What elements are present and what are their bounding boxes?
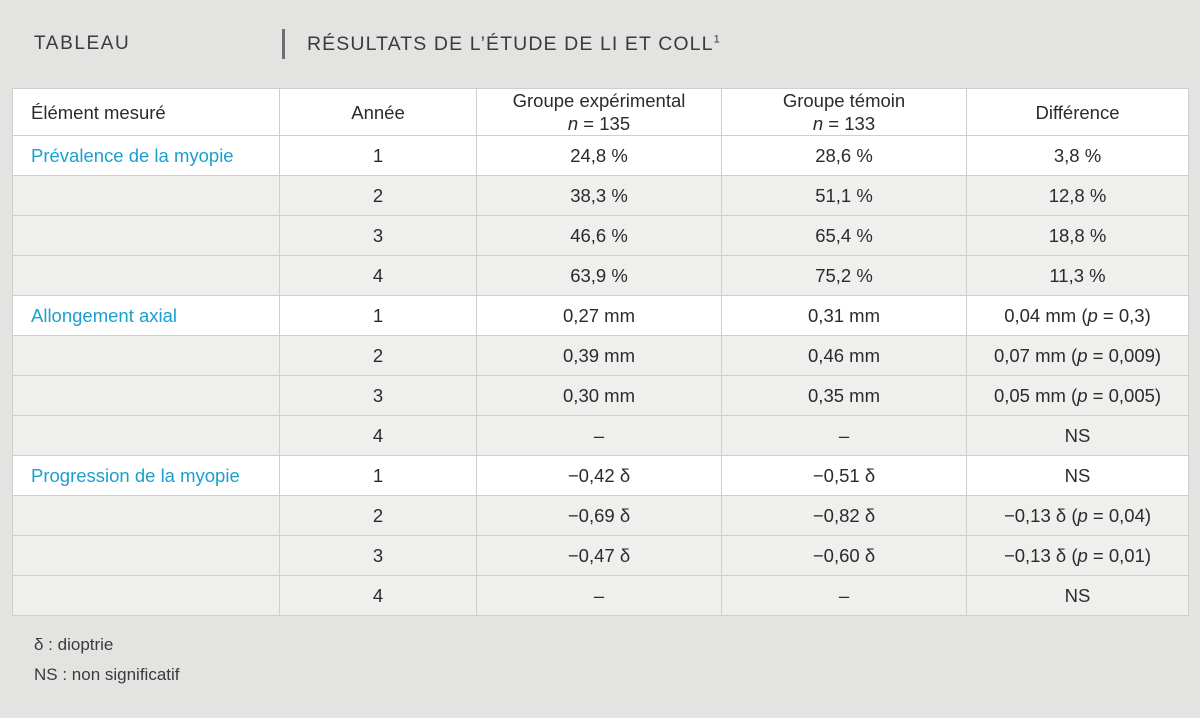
difference-main: −0,13 δ (: [1003, 544, 1078, 566]
table-row: [13, 376, 1189, 416]
figure-label: TABLEAU: [34, 33, 131, 54]
row-difference-value: [967, 456, 1189, 496]
row-control-value: 28,6 %: [722, 136, 967, 176]
row-control-value: –: [722, 576, 967, 616]
table-row: [13, 336, 1189, 376]
row-difference-value: [967, 136, 1189, 176]
row-control-value: 0,31 mm: [722, 296, 967, 336]
difference-main: −0,13 δ (: [1003, 504, 1078, 526]
row-experimental-value: −0,42 δ: [477, 456, 722, 496]
row-difference-value: [967, 256, 1189, 296]
row-year: 4: [280, 576, 477, 616]
difference-main: 11,3 %: [1049, 264, 1106, 286]
row-experimental-value: −0,69 δ: [477, 496, 722, 536]
row-year: 3: [280, 216, 477, 256]
row-control-value: 51,1 %: [722, 176, 967, 216]
figure-header: [12, 0, 1188, 88]
row-year: 3: [280, 536, 477, 576]
difference-p-value: = 0,01): [1087, 544, 1152, 566]
difference-main: 0,04 mm (: [1004, 304, 1088, 326]
table-footnotes: [12, 616, 1188, 690]
results-table: [12, 88, 1189, 616]
column-header-difference-label: Différence: [1035, 101, 1120, 123]
row-control-value: −0,60 δ: [722, 536, 967, 576]
page-title: [307, 33, 721, 56]
figure-title-text: RÉSULTATS DE L’ÉTUDE DE LI ET COLL: [307, 32, 714, 55]
row-year: 4: [280, 416, 477, 456]
table-head: [13, 89, 1189, 136]
row-measure-label: [13, 256, 280, 296]
difference-main: 18,8 %: [1048, 224, 1107, 246]
row-year: 2: [280, 176, 477, 216]
difference-p-symbol: p: [1077, 504, 1088, 526]
column-header-control-n-value: = 133: [823, 113, 876, 135]
row-measure-label: Prévalence de la myopie: [13, 136, 280, 176]
row-measure-label: [13, 216, 280, 256]
row-year: 4: [280, 256, 477, 296]
row-experimental-value: 24,8 %: [477, 136, 722, 176]
column-header-control-n-symbol: n: [812, 113, 824, 135]
row-measure-label: Allongement axial: [13, 296, 280, 336]
row-year: 1: [280, 456, 477, 496]
row-measure-label: [13, 336, 280, 376]
difference-p-value: = 0,009): [1087, 344, 1162, 366]
row-experimental-value: 46,6 %: [477, 216, 722, 256]
row-measure-label: Progression de la myopie: [13, 456, 280, 496]
row-year: 2: [280, 336, 477, 376]
row-measure-label: [13, 536, 280, 576]
row-measure-label: [13, 376, 280, 416]
row-control-value: −0,51 δ: [722, 456, 967, 496]
difference-p-symbol: p: [1077, 344, 1088, 366]
row-experimental-value: 63,9 %: [477, 256, 722, 296]
row-experimental-value: 38,3 %: [477, 176, 722, 216]
row-difference-value: [967, 536, 1189, 576]
column-header-experimental-n-value: = 135: [578, 113, 631, 135]
row-experimental-value: 0,39 mm: [477, 336, 722, 376]
column-header-year: [280, 89, 477, 136]
column-header-control: [722, 89, 967, 136]
row-year: 1: [280, 136, 477, 176]
difference-main: 12,8 %: [1048, 184, 1107, 206]
row-measure-label: [13, 496, 280, 536]
difference-p-symbol: p: [1087, 304, 1098, 326]
row-difference-value: [967, 416, 1189, 456]
difference-p-value: = 0,3): [1097, 304, 1151, 326]
difference-main: 0,07 mm (: [993, 344, 1078, 366]
table-row: [13, 296, 1189, 336]
column-header-difference: [967, 89, 1189, 136]
row-difference-value: [967, 176, 1189, 216]
column-header-experimental-label: Groupe expérimental: [512, 90, 686, 111]
row-control-value: 0,35 mm: [722, 376, 967, 416]
table-header-row: [13, 89, 1189, 136]
figure-title-superscript: 1: [713, 33, 721, 45]
difference-main: NS: [1064, 424, 1091, 446]
column-header-control-label: Groupe témoin: [782, 90, 906, 111]
row-control-value: 0,46 mm: [722, 336, 967, 376]
difference-main: 0,05 mm (: [993, 384, 1078, 406]
row-difference-value: [967, 296, 1189, 336]
table-body: [13, 136, 1189, 616]
row-experimental-value: –: [477, 576, 722, 616]
table-row: [13, 576, 1189, 616]
row-experimental-value: 0,30 mm: [477, 376, 722, 416]
column-header-experimental-n-symbol: n: [567, 113, 579, 135]
row-difference-value: [967, 376, 1189, 416]
column-header-year-label: Année: [351, 101, 405, 123]
difference-p-symbol: p: [1077, 544, 1088, 566]
difference-p-value: = 0,04): [1087, 504, 1152, 526]
row-control-value: 75,2 %: [722, 256, 967, 296]
row-difference-value: [967, 336, 1189, 376]
table-row: [13, 216, 1189, 256]
row-measure-label: [13, 576, 280, 616]
row-control-value: –: [722, 416, 967, 456]
row-experimental-value: –: [477, 416, 722, 456]
row-difference-value: [967, 576, 1189, 616]
table-row: [13, 136, 1189, 176]
row-control-value: −0,82 δ: [722, 496, 967, 536]
difference-main: NS: [1064, 464, 1091, 486]
footnote-ns: NS : non significatif: [34, 665, 180, 684]
difference-p-symbol: p: [1077, 384, 1088, 406]
row-year: 3: [280, 376, 477, 416]
table-row: [13, 176, 1189, 216]
table-row: [13, 416, 1189, 456]
row-year: 2: [280, 496, 477, 536]
difference-main: NS: [1064, 584, 1091, 606]
table-row: [13, 456, 1189, 496]
header-divider: [282, 29, 285, 59]
row-measure-label: [13, 176, 280, 216]
row-difference-value: [967, 216, 1189, 256]
row-year: 1: [280, 296, 477, 336]
row-experimental-value: −0,47 δ: [477, 536, 722, 576]
column-header-measure: [13, 89, 280, 136]
table-row: [13, 256, 1189, 296]
column-header-measure-label: Élément mesuré: [31, 101, 166, 123]
table-row: [13, 496, 1189, 536]
difference-p-value: = 0,005): [1087, 384, 1162, 406]
footnote-delta: δ : dioptrie: [34, 635, 114, 655]
difference-main: 3,8 %: [1053, 144, 1102, 166]
column-header-experimental: [477, 89, 722, 136]
row-experimental-value: 0,27 mm: [477, 296, 722, 336]
row-measure-label: [13, 416, 280, 456]
row-control-value: 65,4 %: [722, 216, 967, 256]
table-row: [13, 536, 1189, 576]
row-difference-value: [967, 496, 1189, 536]
